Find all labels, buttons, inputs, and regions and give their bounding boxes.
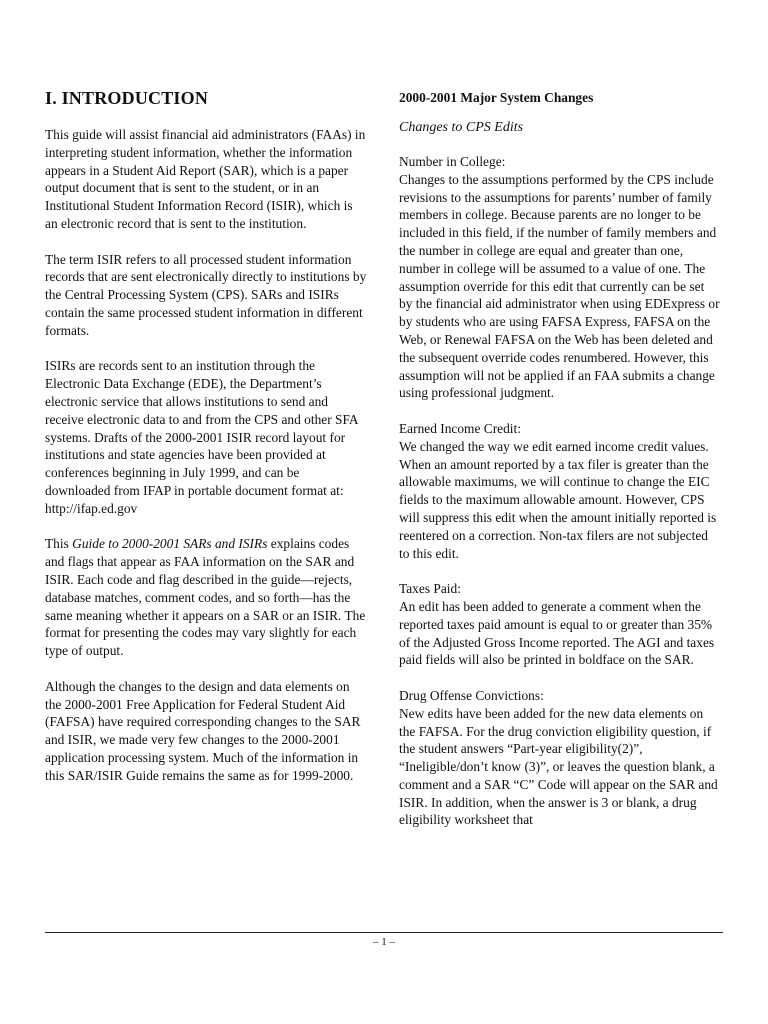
- left-column: [45, 86, 367, 802]
- change-title: Number in College:: [399, 154, 506, 169]
- section-heading: I. INTRODUCTION: [45, 88, 209, 108]
- change-section-earned-income-credit: [399, 420, 721, 562]
- guide-title: Guide to 2000-2001 SARs and ISIRs: [72, 536, 268, 552]
- change-body: New edits have been added for the new data elements on the FAFSA. For the drug conviction eligibility question, if the student answers “Part-year eligibility(2)”, “Ineligible/don’t know (3)”, or leaves the question blank, a comment and a SAR “C” Code will appear on the SAR and ISIR. In addition, when the answer is 3 or blank, a drug eligibility worksheet that: [399, 705, 718, 828]
- change-title: Earned Income Credit:: [399, 420, 521, 436]
- change-title: Drug Offense Convictions:: [399, 687, 544, 703]
- change-body: We changed the way we edit earned income credit values. When an amount reported by a tax filer is greater than the allowable maximums, we will continue to change the EIC fields to the maximum allowable amount. However, CPS will suppress this edit when the amount initially reported is reentered on a correction. Non-tax filers are not subjected to this edit.: [399, 438, 717, 561]
- change-section-taxes-paid: [399, 580, 721, 669]
- intro-paragraph-3: ISIRs are records sent to an institution through the Electronic Data Exchange (EDE), the Department’s electronic service that allows institutions to send and receive electronic data to and from the CPS and other SFA systems. Drafts of the 2000-2001 ISIR record layout for institutions and state agencies have been provided at conferences beginning in July 1999, and can be downloaded from IFAP in portable document format at: http://ifap.ed.gov: [45, 358, 358, 516]
- change-body: An edit has been added to generate a comment when the reported taxes paid amount is equal to or greater than 35% of the Adjusted Gross Income reported. The AGI and taxes paid fields will also be printed in boldface on the SAR.: [399, 598, 715, 668]
- intro-paragraph-1: This guide will assist financial aid administrators (FAAs) in interpreting student information, whether the information appears in a Student Aid Report (SAR), which is a paper output document that is sent to the student, or in an Institutional Student Information Record (ISIR), which is an electronic record that is sent to the institution.: [45, 127, 366, 231]
- guide-paragraph: [45, 535, 367, 660]
- footer-rule: [45, 932, 723, 933]
- changes-subheading: Changes to CPS Edits: [399, 120, 524, 135]
- change-section-drug-offense: [399, 687, 721, 829]
- closing-paragraph: Although the changes to the design and data elements on the 2000-2001 Free Application for Federal Student Aid (FAFSA) have required corresponding changes to the SAR and ISIR, we made very few changes to the 2000-2001 application processing system. Much of the information in this SAR/ISIR Guide remains the same as for 1999-2000.: [45, 678, 361, 783]
- page-number: – 1 –: [373, 936, 395, 948]
- change-title: Taxes Paid:: [399, 581, 461, 597]
- right-column: [399, 86, 721, 847]
- change-section-number-in-college: [399, 153, 721, 402]
- change-body: Changes to the assumptions performed by the CPS include revisions to the assumptions for parents’ number of family members in college. Because parents are no longer to be included in this field, if the number of family members and the number in college are equal and greater than one, number in college will be assumed to a value of one. The assumption override for this edit that currently can be set by the financial aid administrator when using EDExpress or by students who are using FAFSA Express, FAFSA on the Web, or Renewal FAFSA on the Web has been deleted and the subsequent override codes renumbered. However, this assumption will not be applied if an FAA submits a change using professional judgment.: [399, 171, 720, 401]
- guide-rest-text: explains codes and flags that appear as FAA information on the SAR and ISIR. Each code and flag described in the guide—rejects, database matches, comment codes, and so forth—has the same meaning whether it appears on a SAR or an ISIR. The format for presenting the codes may vary slightly for each type of output.: [45, 536, 366, 659]
- intro-paragraph-2: The term ISIR refers to all processed student information records that are sent electronically directly to institutions by the Central Processing System (CPS). SARs and ISIRs contain the same processed student information in different formats.: [45, 251, 367, 338]
- guide-lead-text: This: [45, 536, 73, 552]
- changes-heading: 2000-2001 Major System Changes: [399, 90, 594, 105]
